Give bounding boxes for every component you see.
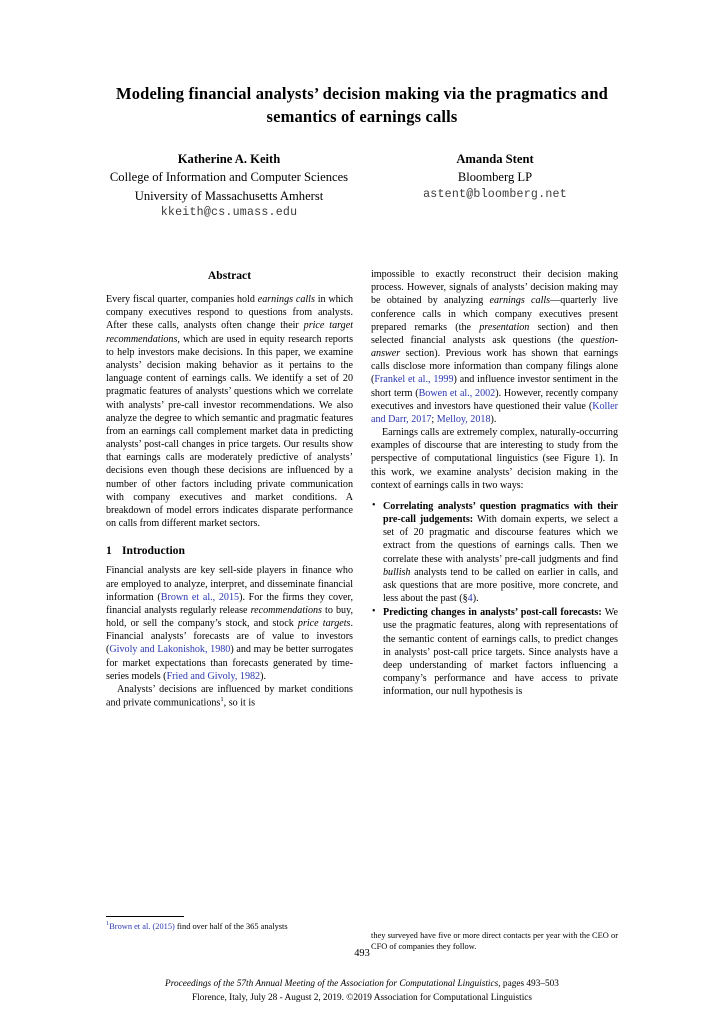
intro-p1-c: to buy, hold, or sell the company’s stock, and stock xyxy=(106,604,353,630)
bullet-1-body-b: analysts tend to be called on earlier in calls, and ask questions that are more positive, more concrete, and less about the past (§ xyxy=(383,566,618,605)
intro-p2-e: section). Previous work has shown that earnings calls disclose more information than company filings alone ( xyxy=(371,348,618,386)
proceedings-title: Proceedings of the 57th Annual Meeting of the Association for Computational Linguistics xyxy=(165,979,499,989)
section-heading-introduction xyxy=(106,543,353,558)
citation-frankel-1999[interactable]: Frankel et al., 1999 xyxy=(374,374,454,386)
footnote-rule xyxy=(106,916,184,917)
footnote-marker-1[interactable]: 1 xyxy=(220,696,224,704)
abstract-text-a: Every fiscal quarter, companies hold xyxy=(106,294,258,306)
intro-italic-recommendations: recommendations xyxy=(250,604,322,616)
paper-title: Modeling financial analysts’ decision making via the pragmatics and semantics of earnings calls xyxy=(115,84,609,127)
bullet-1-lead: Correlating analysts’ question pragmatics with their pre-call judgements: xyxy=(383,500,618,526)
abstract-heading: Abstract xyxy=(207,269,252,282)
intro-p1-e: ) and may be better surrogates for market expectations than forecasts generated by time-series models ( xyxy=(106,644,353,682)
author-affiliation-line: University of Massachusetts Amherst xyxy=(134,188,324,203)
bullet-2-lead: Predicting changes in analysts’ post-call forecasts: xyxy=(383,607,602,619)
intro-p2-i: ). xyxy=(490,413,497,425)
list-item xyxy=(371,500,618,605)
intro-p2-a: Analysts’ decisions are influenced by market conditions and private communications xyxy=(106,683,353,709)
abstract-italic-earnings-calls: earnings calls xyxy=(257,294,315,306)
intro-p2-g: ). However, recently company executives and investors have questioned their value ( xyxy=(371,387,618,412)
right-column xyxy=(371,268,618,700)
abstract-text-b: in which company executives respond to questions from analysts. After these calls, analysts often change their xyxy=(106,294,353,332)
intro-italic-presentation: presentation xyxy=(479,321,530,333)
section-title: Introduction xyxy=(122,544,185,558)
venue-line: Florence, Italy, July 28 - August 2, 2019. ©2019 Association for Computational Linguistics xyxy=(191,992,533,1003)
footnote-citation-brown-2015[interactable]: Brown et al. (2015) xyxy=(109,921,175,931)
intro-p1-a: Financial analysts are key sell-side players in finance who are employed to analyze, interpret, and disseminate financial information ( xyxy=(106,565,353,603)
abstract-text-c: , which are used in equity research reports to help investors make decisions. In this paper, we examine analysts’ decision making behavior as it pertains to the language content of earnings calls. We identify a set of 20 pragmatic features of analysts’ questions which we correlate with analysts’ pre-call investor recommendations. We also analyze the degree to which semantic and pragmatic features from an earnings call complement market data in predicting analysts’ post-call changes in price targets. Our results show that earnings calls are moderately predictive of analysts’ decisions even though these decisions are influenced by a number of other factors including private communication with company executives and market conditions. A breakdown of model errors indicates disparate performance on calls from different market sectors. xyxy=(106,333,353,530)
list-item xyxy=(371,606,618,698)
left-column xyxy=(106,268,353,710)
intro-p2-b: impossible to exactly reconstruct their decision making process. However, signals of analysts’ decision making may be obtained by analyzing xyxy=(371,269,618,307)
intro-paragraph-2-continued xyxy=(371,268,618,426)
author-name: Katherine A. Keith xyxy=(177,152,281,166)
author-name: Amanda Stent xyxy=(456,152,534,166)
author-email[interactable]: astent@bloomberg.net xyxy=(423,187,567,201)
contribution-list xyxy=(371,500,618,699)
abstract-italic-price-target: price target recommendations xyxy=(106,320,354,345)
bullet-1-body-c: ). xyxy=(472,593,479,605)
citation-bowen-2002[interactable]: Bowen et al., 2002 xyxy=(418,387,496,399)
intro-p2-d: section) and then selected financial analysts ask questions (the xyxy=(371,321,618,346)
intro-p2-f: ) and influence investor sentiment in the short term ( xyxy=(371,374,618,399)
author-affiliation-line: Bloomberg LP xyxy=(457,170,533,185)
citation-melloy-2018[interactable]: Melloy, 2018 xyxy=(436,413,491,425)
bullet-1-body-a: With domain experts, we select a set of 20 pragmatic and discourse features which we extract from the questions of earnings calls. Then we correlate these with analysts’ pre-call judgments and find xyxy=(383,514,618,565)
intro-italic-earnings-calls: earnings calls xyxy=(489,295,551,307)
footnote-text xyxy=(106,920,353,932)
bullet-2-body-a: We use the pragmatic features, along with representations of the semantic content of earnings calls, to predict changes in analysts’ post-call price targets. Since analysts have a deep understanding of market factors influencing a company’s performance and have access to private information, our null hypothesis is xyxy=(383,607,618,698)
intro-paragraph-2-start xyxy=(106,683,353,710)
proceedings-pages: , pages 493–503 xyxy=(498,979,559,989)
footnote-body: find over half of the 365 analysts xyxy=(174,921,288,931)
intro-p3-a: Earnings calls are extremely complex, naturally-occurring examples of discourse that are interesting to study from the perspective of computational linguistics (see Figure 1). In this work, we examine analysts’ decision making in the context of earnings calls in two ways: xyxy=(371,427,618,491)
intro-p1-d: . Financial analysts’ forecasts are of value to investors ( xyxy=(106,618,353,656)
citation-koller-darr-2017[interactable]: Koller and Darr, 2017 xyxy=(371,400,618,425)
intro-p2-c: —quarterly live conference calls in which company executives present prepared remarks (the xyxy=(371,295,619,333)
footnote-text-continued: they surveyed have five or more direct contacts per year with the CEO or CFO of companies they follow. xyxy=(371,931,618,952)
citation-brown-2015[interactable]: Brown et al., 2015 xyxy=(160,591,240,603)
author-entry-2 xyxy=(362,150,628,222)
citation-fried-givoly-1982[interactable]: Fried and Givoly, 1982 xyxy=(166,670,261,682)
intro-p2-h: ; xyxy=(431,413,437,425)
intro-italic-price-targets: price targets xyxy=(297,618,351,630)
author-block xyxy=(96,150,628,222)
author-affiliation-line: College of Information and Computer Sciences xyxy=(109,170,349,185)
intro-paragraph-1 xyxy=(106,564,353,683)
bullet-1-italic-bullish: bullish xyxy=(383,566,411,578)
intro-p1-b: ). For the firms they cover, financial analysts regularly release xyxy=(106,591,353,616)
abstract-paragraph xyxy=(106,293,353,530)
intro-p2-tail: , so it is xyxy=(223,697,256,709)
footnote-left xyxy=(106,916,353,932)
body-columns xyxy=(0,268,724,938)
author-entry-1 xyxy=(96,150,362,222)
page-number: 493 xyxy=(354,948,370,959)
intro-italic-question-answer: question-answer xyxy=(371,334,618,360)
citation-givoly-lakonishok-1980[interactable]: Givoly and Lakonishok, 1980 xyxy=(109,644,231,656)
author-email[interactable]: kkeith@cs.umass.edu xyxy=(160,205,298,219)
intro-paragraph-3 xyxy=(371,426,618,492)
section-number: 1 xyxy=(106,544,112,558)
proceedings-line xyxy=(62,978,662,992)
publication-info xyxy=(62,978,662,1006)
footnote-number: 1 xyxy=(106,920,110,927)
section-reference-4[interactable]: 4 xyxy=(467,593,473,605)
intro-p1-f: ). xyxy=(260,670,266,682)
